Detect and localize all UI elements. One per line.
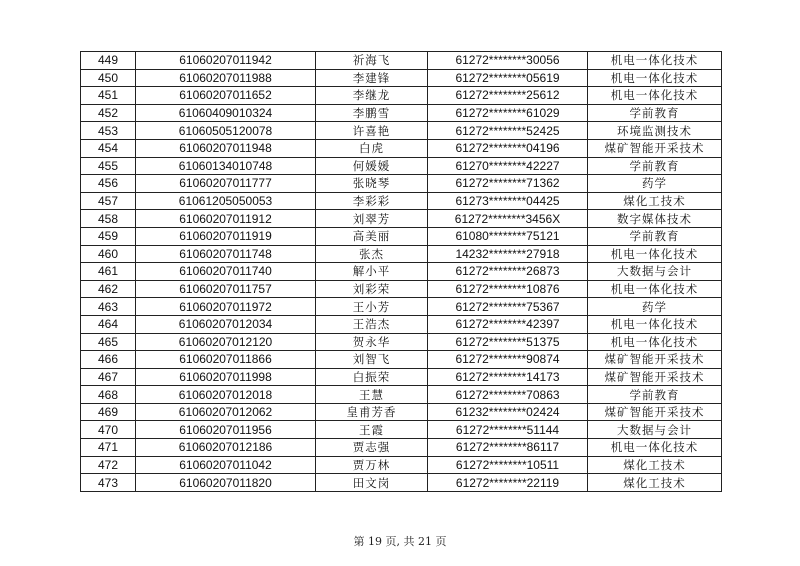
exam-id-cell: 61060207011972 <box>136 298 316 316</box>
id-card-cell: 61272********42397 <box>428 315 588 333</box>
student-name-cell: 李继龙 <box>316 87 428 105</box>
major-cell: 大数据与会计 <box>588 421 722 439</box>
row-number-cell: 468 <box>81 386 136 404</box>
student-name-cell: 许喜艳 <box>316 122 428 140</box>
id-card-cell: 61272********30056 <box>428 52 588 70</box>
major-cell: 大数据与会计 <box>588 263 722 281</box>
major-cell: 煤化工技术 <box>588 192 722 210</box>
exam-id-cell: 61060207011998 <box>136 368 316 386</box>
id-card-cell: 61272********04196 <box>428 139 588 157</box>
exam-id-cell: 61060207011820 <box>136 474 316 492</box>
exam-id-cell: 61060207011919 <box>136 227 316 245</box>
major-cell: 机电一体化技术 <box>588 333 722 351</box>
major-cell: 机电一体化技术 <box>588 245 722 263</box>
student-name-cell: 刘彩荣 <box>316 280 428 298</box>
row-number-cell: 460 <box>81 245 136 263</box>
row-number-cell: 472 <box>81 456 136 474</box>
major-cell: 环境监测技术 <box>588 122 722 140</box>
major-cell: 机电一体化技术 <box>588 280 722 298</box>
student-name-cell: 刘翠芳 <box>316 210 428 228</box>
table-body <box>81 52 722 492</box>
id-card-cell: 61272********05619 <box>428 69 588 87</box>
exam-id-cell: 61060207012062 <box>136 403 316 421</box>
exam-id-cell: 61061205050053 <box>136 192 316 210</box>
student-name-cell: 贺永华 <box>316 333 428 351</box>
table-row <box>81 280 722 298</box>
exam-id-cell: 61060134010748 <box>136 157 316 175</box>
exam-id-cell: 61060207012034 <box>136 315 316 333</box>
row-number-cell: 466 <box>81 351 136 369</box>
row-number-cell: 461 <box>81 263 136 281</box>
id-card-cell: 61273********04425 <box>428 192 588 210</box>
exam-id-cell: 61060207011866 <box>136 351 316 369</box>
table-row <box>81 421 722 439</box>
major-cell: 机电一体化技术 <box>588 439 722 457</box>
major-cell: 学前教育 <box>588 104 722 122</box>
row-number-cell: 464 <box>81 315 136 333</box>
table-row <box>81 474 722 492</box>
table-row <box>81 298 722 316</box>
table-row <box>81 456 722 474</box>
student-name-cell: 贾志强 <box>316 439 428 457</box>
exam-id-cell: 61060207011042 <box>136 456 316 474</box>
exam-id-cell: 61060207011942 <box>136 52 316 70</box>
student-name-cell: 白振荣 <box>316 368 428 386</box>
table-row <box>81 368 722 386</box>
major-cell: 煤矿智能开采技术 <box>588 139 722 157</box>
student-name-cell: 皇甫芳香 <box>316 403 428 421</box>
student-name-cell: 王霞 <box>316 421 428 439</box>
student-name-cell: 李鹏雪 <box>316 104 428 122</box>
row-number-cell: 462 <box>81 280 136 298</box>
major-cell: 煤矿智能开采技术 <box>588 403 722 421</box>
student-name-cell: 王慧 <box>316 386 428 404</box>
student-name-cell: 祈海飞 <box>316 52 428 70</box>
exam-id-cell: 61060207011652 <box>136 87 316 105</box>
id-card-cell: 61272********51144 <box>428 421 588 439</box>
student-name-cell: 高美丽 <box>316 227 428 245</box>
id-card-cell: 61272********71362 <box>428 175 588 193</box>
row-number-cell: 469 <box>81 403 136 421</box>
row-number-cell: 459 <box>81 227 136 245</box>
exam-id-cell: 61060207011777 <box>136 175 316 193</box>
table-row <box>81 403 722 421</box>
exam-id-cell: 61060207012186 <box>136 439 316 457</box>
exam-id-cell: 61060207011740 <box>136 263 316 281</box>
row-number-cell: 470 <box>81 421 136 439</box>
exam-id-cell: 61060207011948 <box>136 139 316 157</box>
table-row <box>81 333 722 351</box>
row-number-cell: 453 <box>81 122 136 140</box>
student-name-cell: 刘智飞 <box>316 351 428 369</box>
id-card-cell: 61272********51375 <box>428 333 588 351</box>
major-cell: 机电一体化技术 <box>588 69 722 87</box>
row-number-cell: 451 <box>81 87 136 105</box>
major-cell: 机电一体化技术 <box>588 87 722 105</box>
row-number-cell: 463 <box>81 298 136 316</box>
student-name-cell: 王小芳 <box>316 298 428 316</box>
table-row <box>81 122 722 140</box>
table-row <box>81 175 722 193</box>
exam-id-cell: 61060505120078 <box>136 122 316 140</box>
row-number-cell: 449 <box>81 52 136 70</box>
id-card-cell: 61272********70863 <box>428 386 588 404</box>
row-number-cell: 454 <box>81 139 136 157</box>
major-cell: 学前教育 <box>588 227 722 245</box>
id-card-cell: 61272********10511 <box>428 456 588 474</box>
major-cell: 煤化工技术 <box>588 474 722 492</box>
row-number-cell: 450 <box>81 69 136 87</box>
table-row <box>81 157 722 175</box>
student-name-cell: 张晓琴 <box>316 175 428 193</box>
id-card-cell: 61272********25612 <box>428 87 588 105</box>
student-name-cell: 王浩杰 <box>316 315 428 333</box>
id-card-cell: 61080********75121 <box>428 227 588 245</box>
table-row <box>81 439 722 457</box>
id-card-cell: 61272********14173 <box>428 368 588 386</box>
major-cell: 学前教育 <box>588 386 722 404</box>
student-name-cell: 何媛媛 <box>316 157 428 175</box>
student-name-cell: 李建锋 <box>316 69 428 87</box>
table-row <box>81 104 722 122</box>
id-card-cell: 61272********26873 <box>428 263 588 281</box>
row-number-cell: 473 <box>81 474 136 492</box>
student-list-table <box>80 51 722 492</box>
exam-id-cell: 61060207011912 <box>136 210 316 228</box>
row-number-cell: 467 <box>81 368 136 386</box>
table-row <box>81 351 722 369</box>
exam-id-cell: 61060207012018 <box>136 386 316 404</box>
major-cell: 煤矿智能开采技术 <box>588 368 722 386</box>
id-card-cell: 61270********42227 <box>428 157 588 175</box>
exam-id-cell: 61060207011956 <box>136 421 316 439</box>
student-name-cell: 张杰 <box>316 245 428 263</box>
id-card-cell: 61272********86117 <box>428 439 588 457</box>
major-cell: 煤矿智能开采技术 <box>588 351 722 369</box>
table-row <box>81 69 722 87</box>
major-cell: 药学 <box>588 175 722 193</box>
major-cell: 学前教育 <box>588 157 722 175</box>
page-footer: 第 19 页, 共 21 页 <box>353 535 447 548</box>
row-number-cell: 471 <box>81 439 136 457</box>
major-cell: 药学 <box>588 298 722 316</box>
row-number-cell: 458 <box>81 210 136 228</box>
id-card-cell: 61272********22119 <box>428 474 588 492</box>
table-row <box>81 315 722 333</box>
table-row <box>81 210 722 228</box>
table-row <box>81 227 722 245</box>
id-card-cell: 61272********75367 <box>428 298 588 316</box>
table-row <box>81 263 722 281</box>
student-name-cell: 田文岗 <box>316 474 428 492</box>
major-cell: 机电一体化技术 <box>588 52 722 70</box>
id-card-cell: 61272********61029 <box>428 104 588 122</box>
exam-id-cell: 61060409010324 <box>136 104 316 122</box>
table-row <box>81 245 722 263</box>
id-card-cell: 14232********27918 <box>428 245 588 263</box>
table-row <box>81 52 722 70</box>
id-card-cell: 61272********52425 <box>428 122 588 140</box>
student-name-cell: 李彩彩 <box>316 192 428 210</box>
exam-id-cell: 61060207011757 <box>136 280 316 298</box>
exam-id-cell: 61060207011748 <box>136 245 316 263</box>
table-row <box>81 386 722 404</box>
row-number-cell: 457 <box>81 192 136 210</box>
table-row <box>81 192 722 210</box>
exam-id-cell: 61060207012120 <box>136 333 316 351</box>
exam-id-cell: 61060207011988 <box>136 69 316 87</box>
student-name-cell: 贾万林 <box>316 456 428 474</box>
major-cell: 数字媒体技术 <box>588 210 722 228</box>
id-card-cell: 61272********10876 <box>428 280 588 298</box>
row-number-cell: 455 <box>81 157 136 175</box>
major-cell: 机电一体化技术 <box>588 315 722 333</box>
id-card-cell: 61272********3456X <box>428 210 588 228</box>
row-number-cell: 452 <box>81 104 136 122</box>
id-card-cell: 61272********90874 <box>428 351 588 369</box>
table-row <box>81 139 722 157</box>
student-name-cell: 白虎 <box>316 139 428 157</box>
row-number-cell: 456 <box>81 175 136 193</box>
id-card-cell: 61232********02424 <box>428 403 588 421</box>
table-row <box>81 87 722 105</box>
student-name-cell: 解小平 <box>316 263 428 281</box>
major-cell: 煤化工技术 <box>588 456 722 474</box>
row-number-cell: 465 <box>81 333 136 351</box>
